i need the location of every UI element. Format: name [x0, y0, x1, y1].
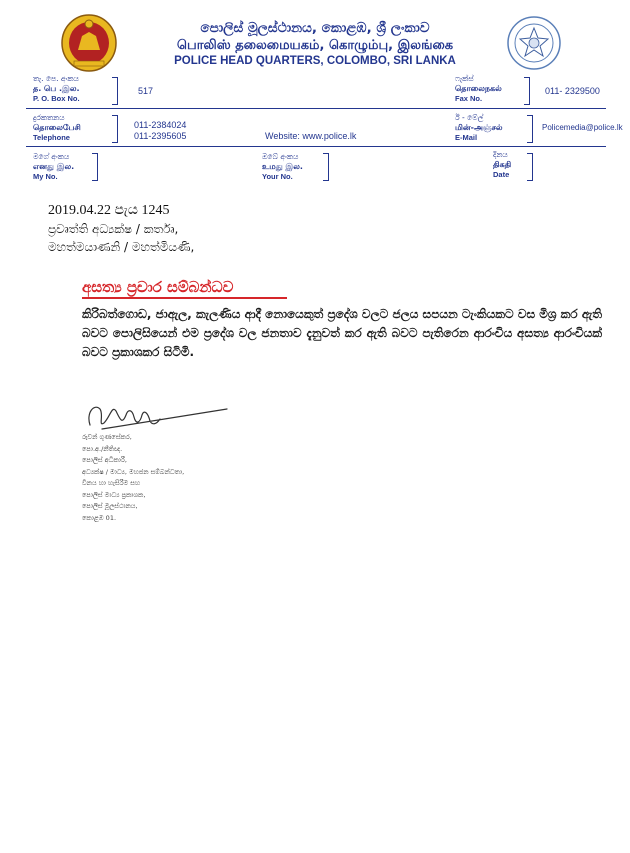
letter-subject: අසත්‍ය ප්‍රචාර සම්බන්ධව [82, 278, 234, 296]
divider-2 [26, 146, 606, 147]
telephone-value-1: 011-2384024 [134, 120, 187, 130]
telephone-brace [112, 115, 118, 143]
my-no-label: මගේ අංකය எனது இல. My No. [33, 152, 75, 181]
letterhead-sinhala: පොලිස් මූලස්ථානය, කොළඹ, ශ්‍රී ලංකාව [200, 20, 430, 36]
divider-1 [26, 108, 606, 109]
signature-line: රුවන් ගුණසේකර, [82, 433, 132, 441]
signature-line: විනය හා හැසිරීම සහ [82, 479, 141, 487]
website-text: Website: www.police.lk [265, 131, 357, 141]
date-label: දිනය திகதி Date [493, 150, 512, 179]
pobox-value: 517 [138, 86, 154, 96]
my-no-brace [92, 153, 98, 181]
letterhead-english: POLICE HEAD QUARTERS, COLOMBO, SRI LANKA [174, 55, 456, 67]
signature-line: පො.අ./නීතිඥ. [82, 444, 123, 453]
signature-block [82, 432, 232, 524]
pobox-brace [112, 77, 118, 105]
date-brace [527, 153, 533, 181]
your-no-brace [323, 153, 329, 181]
telephone-value-2: 011-2395605 [134, 131, 187, 141]
fax-brace [524, 77, 530, 105]
fax-value: 011- 2329500 [545, 86, 600, 96]
signature-line: පොලිස් මාධ්‍ය ප්‍රකාශක, [82, 490, 146, 499]
email-value: Policemedia@police.lk [542, 123, 623, 132]
subject-underline [82, 297, 287, 299]
email-brace [527, 115, 533, 143]
signature-line: අධ්‍යක්ෂ / මාධ්‍ය, මහජන සම්බන්ධතා, [82, 467, 185, 476]
pobox-label: තැ. පෙ. අංකය த. பெ .இல. P. O. Box No. [33, 74, 80, 103]
signature-line: කොළඹ 01. [82, 513, 117, 522]
letter-salutation: මහත්මයාණනි / මහත්මියණි, [48, 240, 195, 254]
letter-paragraph: කිරිබත්ගොඩ, ජාඇල, කැලණිය ආදී නොයෙකුත් ප්‍රදේශ වලට ජලය සපයන ටැංකියකට වස මිශ්‍ර කර ඇති බවට පොලිසියෙන් එම ප්‍රදේශ වල ජනතාව දැනුවත් කර ඇති බවට පැතිරෙන ආරංචිය අසත්‍ය ආරංචියක් බවට ප්‍රකාශකර සිටිමි. [82, 307, 602, 359]
email-label: ඊ - මේල් மின்-அஞ்சல் E-Mail [455, 113, 503, 142]
fax-label: ෆැක්ස් தொலைநகல் Fax No. [455, 74, 502, 103]
letter-to-line: ප්‍රවෘත්ති අධ්‍යක්ෂ / කර්තෘ, [48, 222, 179, 236]
telephone-label: දුරකතනය தொலைபேசி Telephone [33, 113, 81, 142]
letterhead-tamil: பொலிஸ் தலைமையகம், கொழும்பு, இலங்கை [176, 38, 454, 53]
handwritten-signature [82, 395, 232, 435]
letter-date-line: 2019.04.22 පැය 1245 [48, 203, 170, 218]
signature-line: පොලිස් අධිකාරී, [82, 456, 127, 464]
your-no-label: ඔබේ අංකය உமது இல. Your No. [262, 152, 303, 181]
signature-line: පොලිස් මූලස්ථානය, [82, 502, 138, 510]
